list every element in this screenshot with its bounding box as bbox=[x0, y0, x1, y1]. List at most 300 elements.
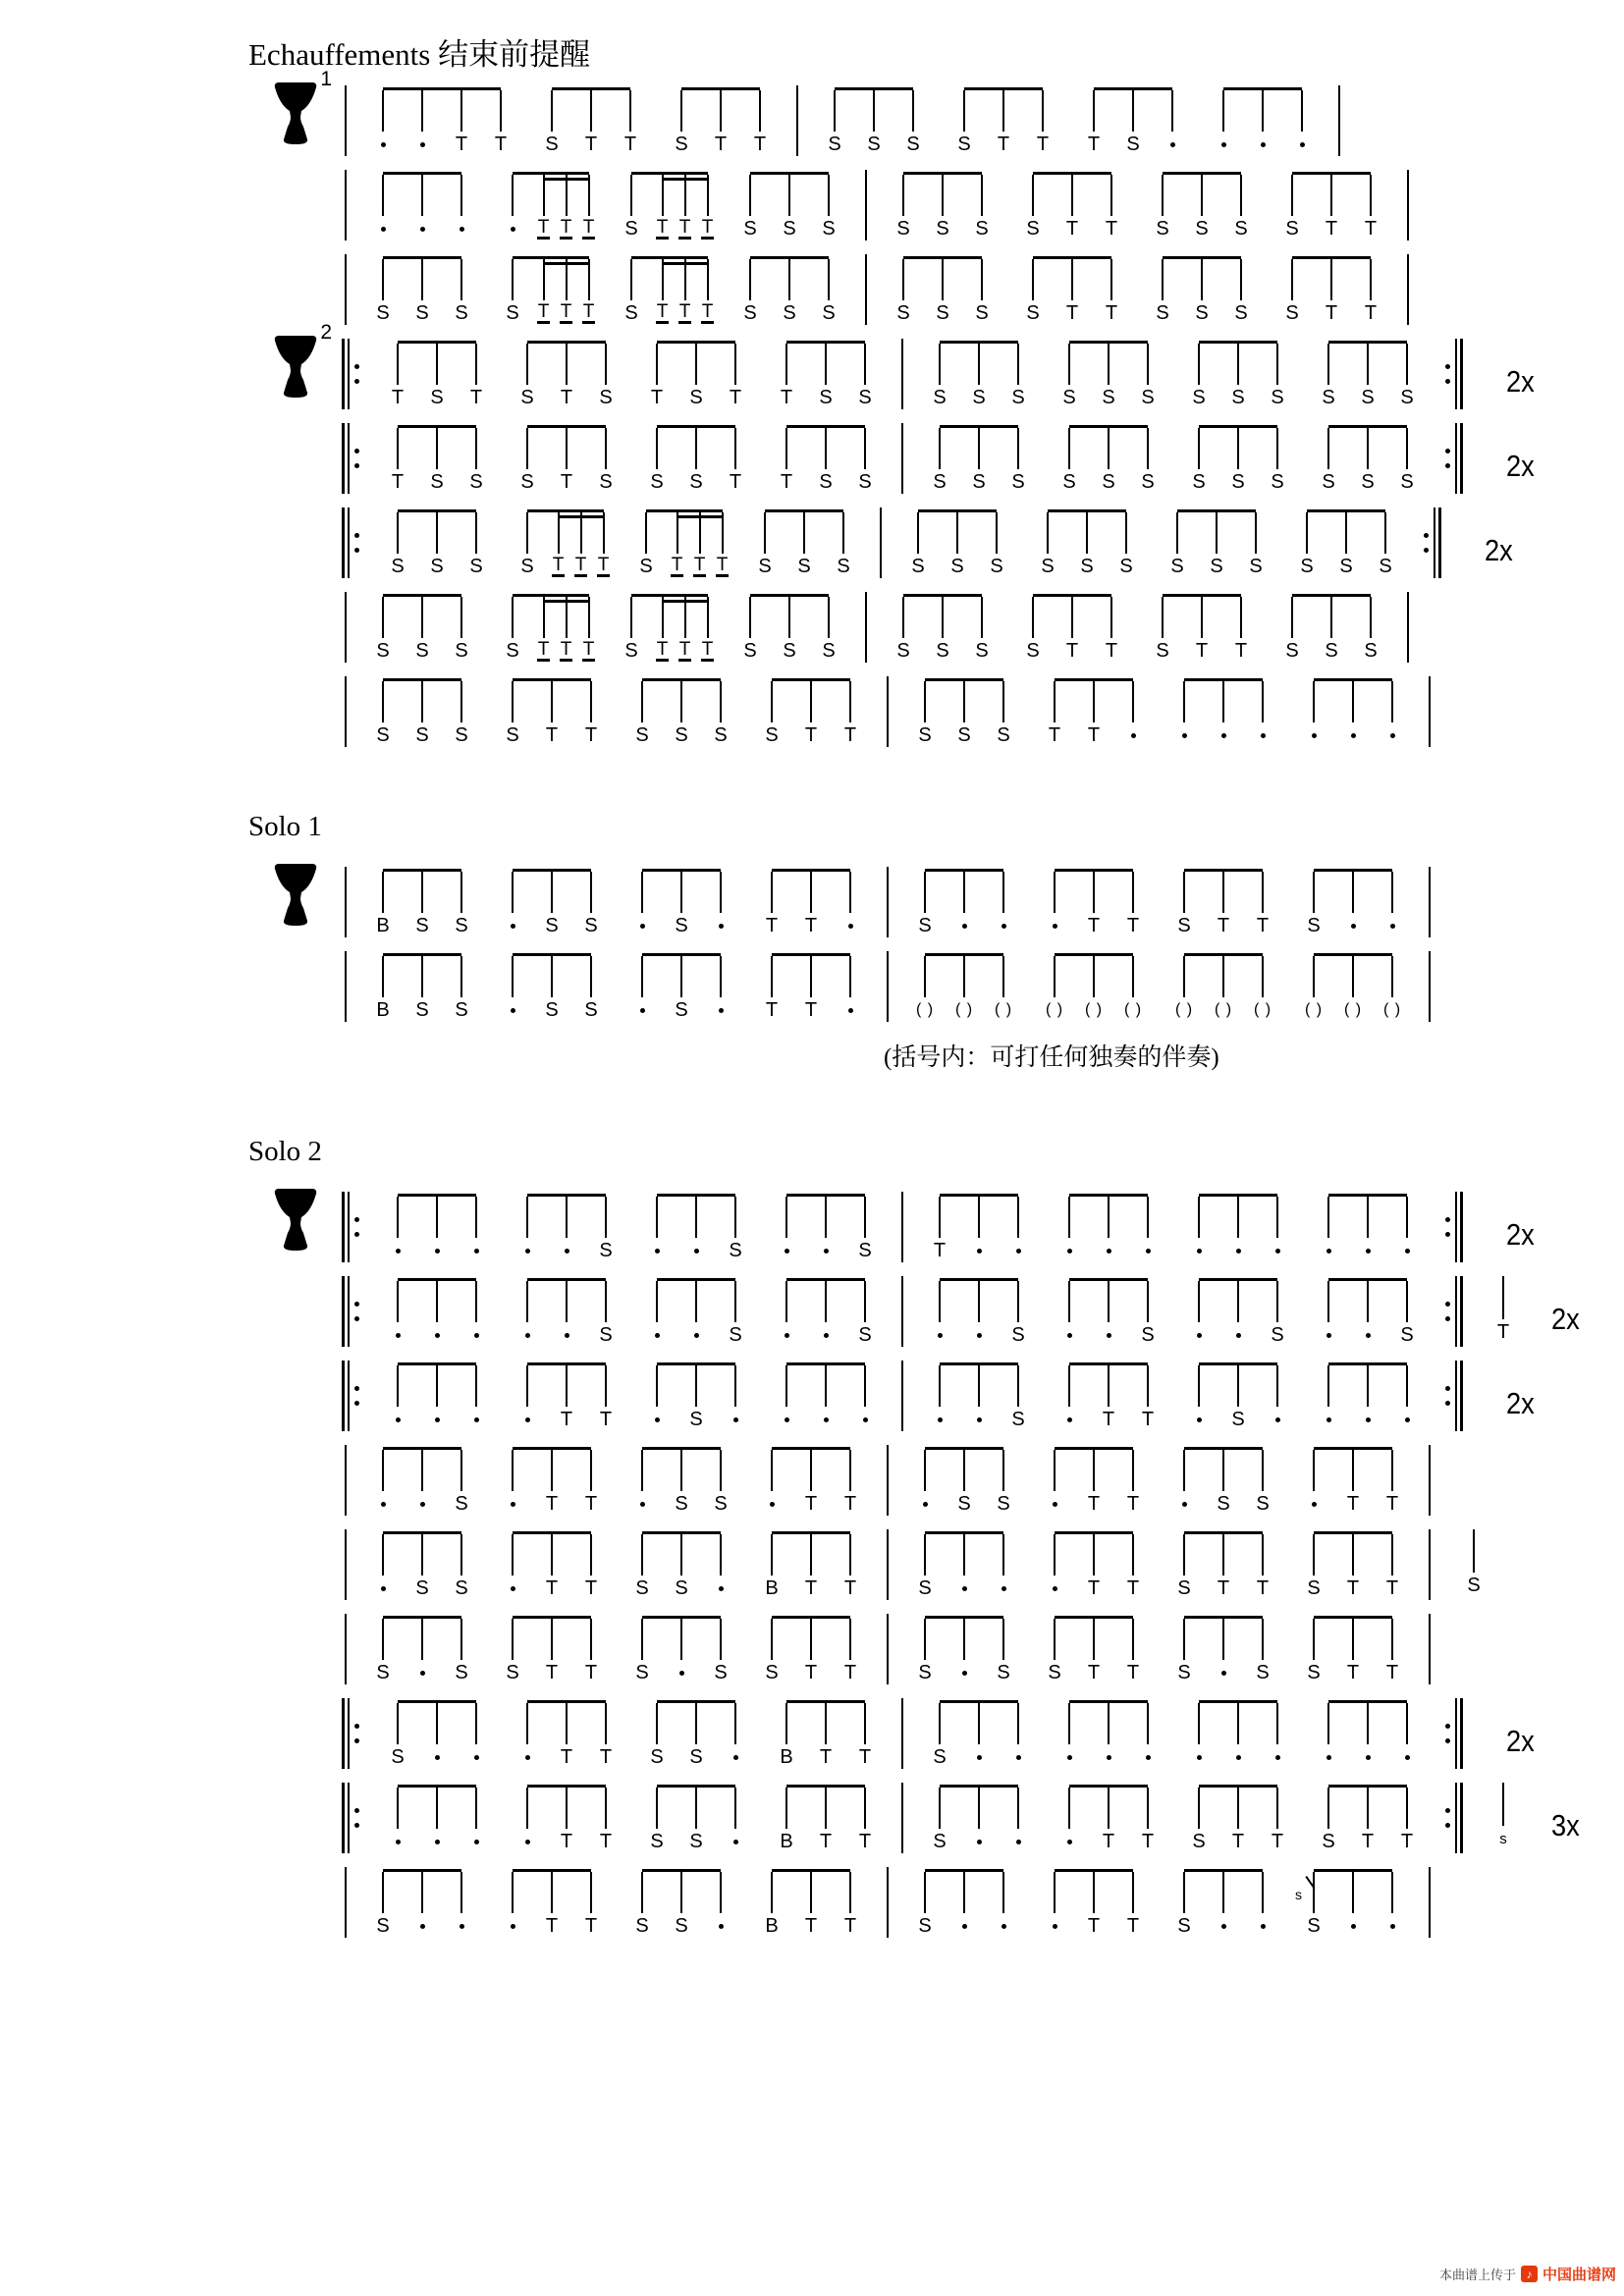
note bbox=[547, 1281, 586, 1348]
note-letter bbox=[435, 1322, 440, 1348]
note bbox=[701, 1619, 740, 1685]
note-stem bbox=[397, 1197, 399, 1238]
note-stem bbox=[1276, 428, 1278, 469]
note-letter: S bbox=[545, 133, 559, 155]
note-group bbox=[1294, 869, 1412, 938]
rest-dot bbox=[1351, 924, 1356, 929]
note-letter: S bbox=[1102, 386, 1115, 408]
note bbox=[677, 1788, 716, 1854]
note-stem bbox=[1002, 1534, 1004, 1575]
note-letter: T bbox=[804, 1661, 818, 1683]
note bbox=[731, 259, 770, 326]
note-stem bbox=[849, 681, 851, 722]
note bbox=[959, 1197, 999, 1263]
note bbox=[920, 1703, 959, 1770]
note bbox=[984, 872, 1023, 938]
rest-dot bbox=[962, 924, 967, 929]
notation-line bbox=[0, 869, 1624, 938]
rest-dot bbox=[381, 227, 386, 232]
beam bbox=[1199, 425, 1277, 428]
rest-dot bbox=[381, 1502, 386, 1507]
beam bbox=[1314, 1616, 1392, 1619]
note-stem bbox=[1216, 512, 1218, 554]
note-stem bbox=[1327, 1197, 1329, 1238]
note-letter bbox=[525, 1744, 530, 1770]
secondary-beam bbox=[543, 178, 589, 181]
note-group bbox=[363, 1447, 481, 1517]
note-stem bbox=[382, 1534, 384, 1575]
note-letter: ( ) bbox=[1343, 1001, 1363, 1018]
note-stem bbox=[978, 1788, 980, 1829]
repeat-sign bbox=[342, 507, 364, 578]
note-letter: T bbox=[765, 914, 779, 936]
note-stem bbox=[460, 1534, 462, 1575]
note-letter: S bbox=[957, 1492, 971, 1515]
note bbox=[1089, 344, 1128, 410]
rest-dot bbox=[525, 1417, 530, 1422]
note-group bbox=[905, 869, 1023, 938]
note-stem bbox=[695, 1703, 697, 1744]
note bbox=[677, 1703, 716, 1770]
rest-dot bbox=[1067, 1417, 1072, 1422]
note-stem bbox=[1047, 512, 1049, 554]
note-group bbox=[1050, 1194, 1167, 1263]
note-stem bbox=[1017, 1197, 1019, 1238]
rest-dot bbox=[1326, 1755, 1331, 1760]
note bbox=[417, 344, 457, 410]
note-letter: S bbox=[1011, 1408, 1025, 1430]
note-letter: S bbox=[1231, 470, 1245, 493]
note-stem bbox=[382, 1450, 384, 1491]
note-letter bbox=[733, 1829, 738, 1854]
note-letter: S bbox=[415, 998, 429, 1021]
note-letter bbox=[1107, 1322, 1111, 1348]
note-letter: T bbox=[1195, 639, 1209, 662]
note-stem bbox=[1313, 872, 1315, 913]
note bbox=[1373, 1619, 1412, 1685]
note-letter bbox=[396, 1407, 401, 1432]
note-letter bbox=[1107, 1238, 1111, 1263]
note bbox=[1035, 956, 1074, 1023]
note-stem bbox=[662, 597, 664, 638]
note bbox=[457, 1703, 496, 1770]
notation-line bbox=[0, 1531, 1624, 1601]
note-stem bbox=[825, 428, 827, 469]
note-letter: T bbox=[1087, 1576, 1101, 1599]
note-letter: T bbox=[780, 470, 793, 493]
note bbox=[1272, 259, 1312, 326]
rest-dot bbox=[1405, 1417, 1410, 1422]
note-stem bbox=[382, 1872, 384, 1913]
note bbox=[1204, 1619, 1243, 1685]
note-stem bbox=[1198, 428, 1200, 469]
rest-dot bbox=[962, 1586, 967, 1591]
note-letter bbox=[525, 1322, 530, 1348]
rest-dot bbox=[679, 1671, 684, 1676]
note-stem bbox=[526, 428, 528, 469]
note-stem bbox=[684, 175, 686, 216]
note-letter: S bbox=[1364, 639, 1378, 662]
barline bbox=[345, 1445, 347, 1516]
note-letter: T bbox=[584, 1914, 598, 1937]
note-stem bbox=[939, 1365, 941, 1407]
note-letter: T bbox=[1065, 217, 1079, 240]
repeat-dot bbox=[1445, 1808, 1450, 1813]
note-letter bbox=[1016, 1238, 1021, 1263]
note bbox=[493, 956, 532, 1023]
beam bbox=[964, 87, 1043, 90]
note-stem bbox=[785, 344, 787, 385]
note-group bbox=[623, 678, 740, 748]
note-stem bbox=[512, 175, 514, 216]
note-letter: S bbox=[1307, 914, 1321, 936]
note-stem bbox=[1367, 1788, 1369, 1829]
note-letter: S bbox=[743, 301, 757, 324]
note-letter: S bbox=[997, 1661, 1010, 1683]
page-title: Echauffements 结束前提醒 bbox=[248, 37, 591, 72]
note-letter: S bbox=[936, 217, 949, 240]
note-stem bbox=[475, 1788, 477, 1829]
note-stem bbox=[543, 259, 545, 300]
note-stem bbox=[1147, 1788, 1149, 1829]
note-letter: T bbox=[1087, 1492, 1101, 1515]
note-letter: S bbox=[376, 1914, 390, 1937]
note-letter: S bbox=[729, 1323, 742, 1346]
note-letter: S bbox=[1322, 470, 1335, 493]
note-group bbox=[752, 1447, 870, 1517]
notation-line bbox=[0, 1869, 1624, 1939]
note-letter: ( ) bbox=[1045, 1001, 1064, 1018]
note-stem bbox=[590, 681, 592, 722]
note bbox=[637, 1703, 677, 1770]
note bbox=[1387, 1703, 1427, 1770]
note-letter: S bbox=[819, 386, 833, 408]
rest-dot bbox=[977, 1249, 982, 1254]
rest-dot bbox=[1366, 1333, 1371, 1338]
note bbox=[403, 597, 442, 664]
note bbox=[1143, 175, 1182, 241]
note-letter bbox=[1221, 1913, 1226, 1939]
note-letter: T bbox=[1105, 217, 1118, 240]
note-stem bbox=[942, 597, 944, 638]
note-letter: B bbox=[765, 1576, 779, 1599]
note-letter bbox=[1405, 1238, 1410, 1263]
barline bbox=[901, 1276, 903, 1347]
note bbox=[442, 956, 481, 1023]
note-letter: S bbox=[783, 301, 796, 324]
note-letter bbox=[381, 1491, 386, 1517]
note bbox=[481, 90, 520, 157]
note bbox=[1218, 1365, 1258, 1432]
note-stem bbox=[382, 1619, 384, 1660]
note bbox=[1182, 259, 1221, 326]
beam bbox=[1328, 1194, 1407, 1197]
note-letter: S bbox=[624, 639, 638, 662]
barline bbox=[887, 951, 889, 1022]
rest-dot bbox=[733, 1417, 738, 1422]
note-letter bbox=[1001, 1575, 1006, 1601]
beam bbox=[1055, 678, 1133, 681]
note-stem bbox=[939, 344, 941, 385]
note bbox=[1113, 1450, 1153, 1517]
beam bbox=[772, 1869, 850, 1872]
note-stem bbox=[421, 259, 423, 300]
beam bbox=[925, 678, 1003, 681]
note-stem bbox=[1291, 597, 1293, 638]
beam bbox=[786, 1700, 865, 1703]
note-letter bbox=[474, 1322, 479, 1348]
repeat-sign bbox=[1440, 1192, 1463, 1262]
repeat-count: 2x bbox=[1505, 1386, 1535, 1420]
note-stem bbox=[677, 512, 678, 554]
note-letter: S bbox=[545, 914, 559, 936]
note bbox=[623, 956, 662, 1023]
note-stem bbox=[1262, 1450, 1264, 1491]
note bbox=[623, 1872, 662, 1939]
note bbox=[1333, 1872, 1373, 1939]
note-stem bbox=[1093, 1534, 1095, 1575]
note bbox=[999, 1281, 1038, 1348]
note bbox=[571, 90, 611, 157]
note bbox=[806, 1365, 845, 1432]
note-stem bbox=[1262, 872, 1264, 913]
fast-note-cluster bbox=[651, 259, 719, 326]
secondary-beam bbox=[662, 600, 708, 603]
note-letter: S bbox=[599, 386, 613, 408]
note-letter bbox=[785, 1322, 789, 1348]
note-stem bbox=[421, 175, 423, 216]
note-stem bbox=[566, 1281, 568, 1322]
note-stem bbox=[1183, 681, 1185, 722]
note bbox=[1243, 1872, 1282, 1939]
note bbox=[626, 512, 666, 579]
note-letter: S bbox=[1271, 386, 1284, 408]
note bbox=[696, 597, 719, 664]
note-stem bbox=[1068, 344, 1070, 385]
note bbox=[696, 175, 719, 241]
note-stem bbox=[460, 872, 462, 913]
note bbox=[984, 681, 1023, 748]
note-stem bbox=[1291, 259, 1293, 300]
note-letter bbox=[511, 216, 515, 241]
note-letter: T bbox=[765, 998, 779, 1021]
beam bbox=[940, 1362, 1018, 1365]
note-stem bbox=[436, 1788, 438, 1829]
note-stem bbox=[588, 259, 590, 300]
note-stem bbox=[551, 1450, 553, 1491]
beam bbox=[1184, 1869, 1263, 1872]
note-stem bbox=[656, 428, 658, 469]
repeat-bar-thin bbox=[348, 507, 350, 578]
note-letter: S bbox=[1192, 386, 1206, 408]
note-group bbox=[1179, 341, 1297, 410]
note-stem bbox=[981, 597, 983, 638]
note-letter: T bbox=[858, 1745, 872, 1768]
note-stem bbox=[1406, 1703, 1408, 1744]
note-stem bbox=[902, 175, 904, 216]
note-letter bbox=[525, 1238, 530, 1263]
note-group bbox=[815, 87, 933, 157]
rest-dot bbox=[719, 1008, 724, 1013]
note-group bbox=[363, 256, 481, 326]
note-stem bbox=[810, 1534, 812, 1575]
note-stem bbox=[1502, 1783, 1504, 1826]
note-stem bbox=[558, 512, 560, 554]
note-letter: B bbox=[376, 998, 390, 1021]
note-letter bbox=[719, 1575, 724, 1601]
note-stem bbox=[759, 90, 761, 132]
note-group bbox=[767, 425, 885, 495]
note-letter: T bbox=[1105, 639, 1118, 662]
beam bbox=[383, 953, 461, 956]
note-letter bbox=[1221, 722, 1226, 748]
note-stem bbox=[1370, 259, 1372, 300]
note-letter: T bbox=[1036, 133, 1050, 155]
note bbox=[1092, 259, 1131, 326]
note bbox=[403, 259, 442, 326]
repeat-count: 2x bbox=[1484, 533, 1513, 567]
note-group bbox=[1164, 953, 1282, 1023]
note-stem bbox=[656, 1197, 658, 1238]
note-stem bbox=[641, 1450, 643, 1491]
note-group bbox=[920, 1278, 1038, 1348]
note-stem bbox=[590, 1872, 592, 1913]
note-letter bbox=[597, 554, 611, 579]
note-letter: S bbox=[675, 133, 688, 155]
note-group bbox=[1013, 594, 1131, 664]
note-letter: S bbox=[599, 1323, 613, 1346]
note bbox=[1218, 1197, 1258, 1263]
note-stem bbox=[684, 597, 686, 638]
beam bbox=[1055, 1616, 1133, 1619]
repeat-dot bbox=[354, 1738, 359, 1743]
note-stem bbox=[1068, 428, 1070, 469]
fast-note-letter: T bbox=[716, 555, 729, 575]
note-letter bbox=[381, 1575, 386, 1601]
beam bbox=[1033, 256, 1111, 259]
rest-dot bbox=[848, 924, 853, 929]
note-group bbox=[1050, 1278, 1167, 1348]
note-letter: S bbox=[936, 639, 949, 662]
note-letter: S bbox=[455, 1661, 468, 1683]
note bbox=[1333, 1534, 1373, 1601]
note-letter: S bbox=[455, 914, 468, 936]
note-letter bbox=[396, 1238, 401, 1263]
note-stem bbox=[1352, 1450, 1354, 1491]
note-group bbox=[623, 953, 740, 1023]
note-stem bbox=[978, 1197, 980, 1238]
note-letter bbox=[977, 1407, 982, 1432]
note-letter bbox=[1067, 1407, 1072, 1432]
note-stem bbox=[1240, 175, 1242, 216]
note bbox=[403, 956, 442, 1023]
note-stem bbox=[1017, 428, 1019, 469]
note-stem bbox=[1183, 1534, 1185, 1575]
note-stem bbox=[963, 1450, 965, 1491]
note-letter: S bbox=[1307, 1661, 1321, 1683]
note-stem bbox=[1262, 90, 1264, 132]
barline bbox=[887, 1867, 889, 1938]
note-group bbox=[532, 87, 650, 157]
note-stem bbox=[590, 1534, 592, 1575]
note bbox=[701, 1872, 740, 1939]
note-letter bbox=[655, 1238, 660, 1263]
beam bbox=[398, 1700, 476, 1703]
note-letter: T bbox=[391, 470, 405, 493]
rest-dot bbox=[1405, 1249, 1410, 1254]
note bbox=[1179, 428, 1218, 495]
note-letter: S bbox=[997, 723, 1010, 746]
note-letter: S bbox=[758, 555, 772, 577]
note-letter: S bbox=[635, 1576, 649, 1599]
note-letter: S bbox=[1300, 555, 1314, 577]
note bbox=[984, 1534, 1023, 1601]
note-letter bbox=[396, 1322, 401, 1348]
repeat-bar-thick bbox=[1460, 1276, 1463, 1347]
barline bbox=[1407, 170, 1409, 240]
note-letter: S bbox=[975, 217, 989, 240]
note-group bbox=[626, 509, 733, 579]
note bbox=[1089, 1788, 1128, 1854]
barline bbox=[887, 1529, 889, 1600]
beam bbox=[657, 425, 735, 428]
note bbox=[770, 175, 809, 241]
repeat-sign bbox=[1440, 1698, 1463, 1769]
note-group bbox=[1035, 1531, 1153, 1601]
rest-dot bbox=[1366, 1755, 1371, 1760]
rest-dot bbox=[1236, 1755, 1241, 1760]
note-letter: S bbox=[415, 914, 429, 936]
note-letter bbox=[525, 1829, 530, 1854]
note bbox=[884, 259, 923, 326]
note-letter: S bbox=[1339, 555, 1353, 577]
note bbox=[1282, 90, 1322, 157]
rest-dot bbox=[1275, 1755, 1280, 1760]
note-stem bbox=[1068, 1788, 1070, 1829]
note-group bbox=[1035, 678, 1153, 748]
note-stem bbox=[512, 1534, 514, 1575]
note bbox=[962, 259, 1001, 326]
note-letter bbox=[525, 1407, 530, 1432]
note-stem bbox=[1183, 872, 1185, 913]
note-letter bbox=[1366, 1238, 1371, 1263]
note-letter: S bbox=[376, 639, 390, 662]
rest-dot bbox=[511, 1008, 515, 1013]
note-stem bbox=[771, 1872, 773, 1913]
note bbox=[962, 597, 1001, 664]
note-stem bbox=[680, 90, 682, 132]
note-stem bbox=[421, 1450, 423, 1491]
beam bbox=[657, 1194, 735, 1197]
repeat-bar-thin bbox=[348, 339, 350, 409]
rest-dot bbox=[511, 227, 515, 232]
note bbox=[806, 1788, 845, 1854]
note-stem bbox=[1147, 1197, 1149, 1238]
secondary-beam bbox=[662, 178, 708, 181]
note bbox=[417, 1703, 457, 1770]
note-letter: T bbox=[1256, 914, 1270, 936]
rest-dot bbox=[381, 1586, 386, 1591]
beam bbox=[657, 1362, 735, 1365]
note bbox=[1050, 1197, 1089, 1263]
footer-site-name: 中国曲谱网 bbox=[1542, 2267, 1616, 2283]
note-group bbox=[1309, 425, 1427, 495]
note-stem bbox=[902, 259, 904, 300]
note-letter: S bbox=[950, 555, 964, 577]
note-letter: S bbox=[391, 1745, 405, 1768]
beam bbox=[940, 1278, 1018, 1281]
note-letter: S bbox=[1192, 1830, 1206, 1852]
